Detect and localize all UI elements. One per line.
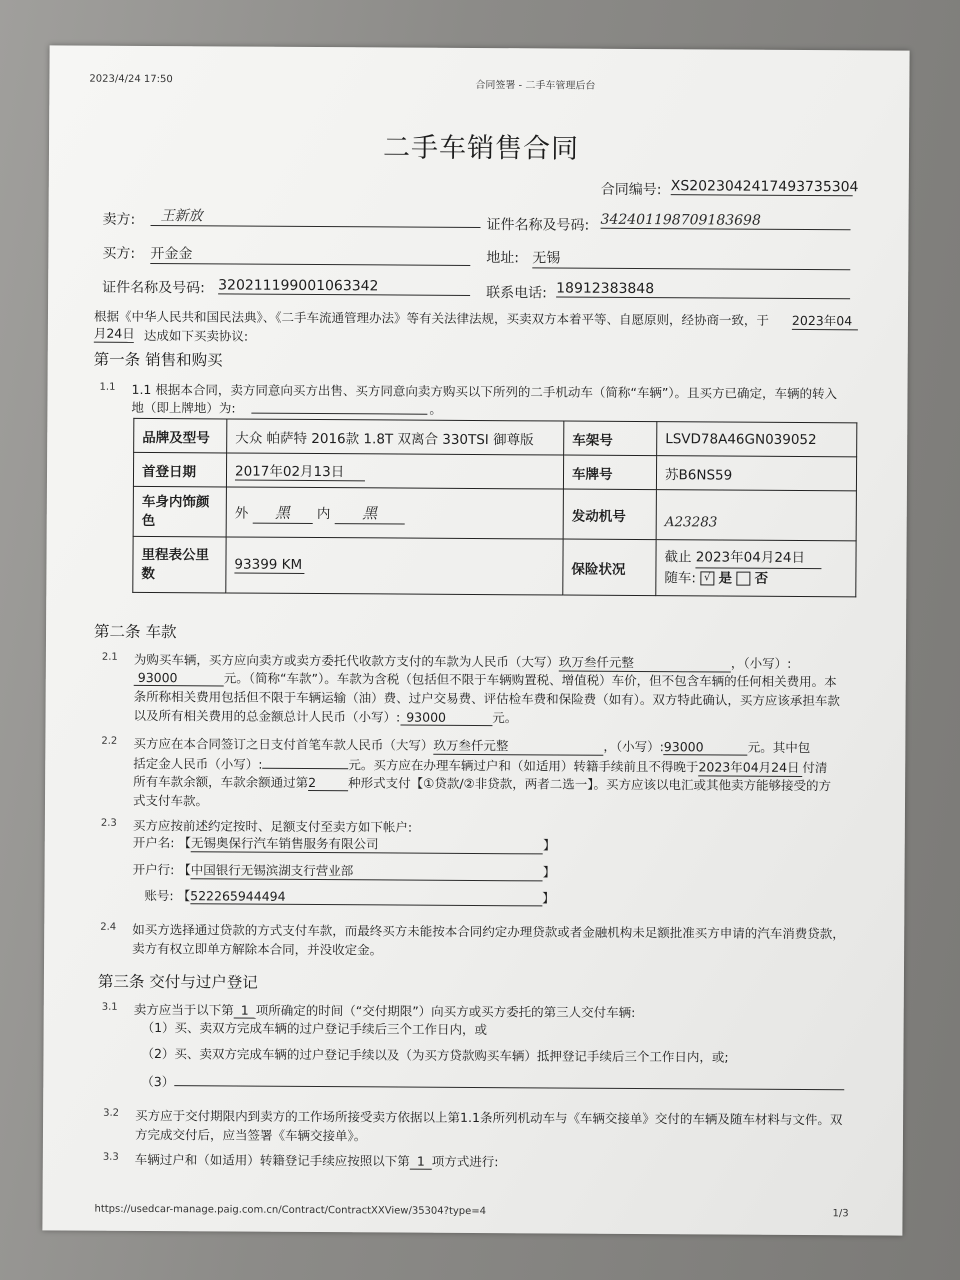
plate-label: 车牌号 xyxy=(563,455,656,490)
ins-until-value: 2023年04月24日 xyxy=(696,547,822,569)
footer-page: 1/3 xyxy=(832,1208,849,1220)
bracket-left-2: 【 xyxy=(178,862,191,878)
ins-no-checkbox xyxy=(736,572,750,586)
vehicle-table xyxy=(132,418,857,597)
p24-num: 2.4 xyxy=(100,921,117,933)
plate-value: 苏B6NS59 xyxy=(656,456,856,491)
preamble-date-b: 月24日 xyxy=(93,325,135,341)
p22-amount-cn: 玖万叁仟元整 xyxy=(433,736,603,756)
p31-option-3-blank xyxy=(174,1071,844,1090)
art1-text-1: 1.1 根据本合同，卖方同意向买方出售、买方同意向卖方购买以下所列的二手机动车（简称“车辆”）。且买方已确定，车辆的转入 xyxy=(131,381,838,402)
phone-label: 联系电话: xyxy=(486,285,547,302)
account-name-value: 无锡奥保行汽车销售服务有限公司 xyxy=(191,833,543,854)
print-page-title: 合同签署 - 二手车管理后台 xyxy=(475,79,596,92)
color-inner-label: 内 xyxy=(316,505,331,522)
p21-text-1b: ，（小写）: xyxy=(730,655,792,671)
p24-line-1: 如买方选择通过贷款的方式支付车款，而最终买方未能按本合同约定办理贷款或者金融机构未足额批准买方申请的汽车消费贷款， xyxy=(132,921,845,942)
art2-title: 第二条 车款 xyxy=(93,622,177,642)
p22-text-3a: 所有车款余额，车款余额通过第 xyxy=(133,773,309,790)
p24-line-2: 卖方有权立即单方解除本合同，并没收定金。 xyxy=(132,940,383,958)
color-outer-value: 黑 xyxy=(253,501,313,523)
address-label: 地址: xyxy=(486,250,520,267)
art1-text-2: 地（即上牌地）为: xyxy=(131,399,236,416)
ins-no-label: 否 xyxy=(754,570,769,587)
p31-option-3-label: （3） xyxy=(141,1073,175,1090)
address-value: 无锡 xyxy=(532,247,850,270)
p21-text-4b: 元。 xyxy=(492,710,518,726)
p21-amount-cn: 玖万叁仟元整 xyxy=(559,653,731,673)
ins-yes-checkbox: √ xyxy=(700,571,714,585)
art1-destination-blank xyxy=(251,399,427,415)
p32-num: 3.2 xyxy=(103,1107,120,1119)
mileage-value: 93399 KM xyxy=(234,557,304,574)
regdate-cell xyxy=(226,453,563,489)
account-no-label: 账号: xyxy=(144,887,174,904)
doc-title: 二手车销售合同 xyxy=(382,132,580,165)
p31-text-1a: 卖方应当于以下第 xyxy=(133,1001,234,1018)
p22-text-1c: 元。其中包 xyxy=(747,739,811,756)
p33-text-1b: 项方式进行: xyxy=(431,1153,499,1170)
p31-option-3 xyxy=(141,1071,844,1094)
p31-option-2: （2）买、卖双方完成车辆的过户登记手续以及（为买方贷款购买车辆）抵押登记手续后三个工作日内，或; xyxy=(141,1045,729,1065)
regdate-value: 2017年02月13日 xyxy=(235,460,365,482)
seller-value: 王新放 xyxy=(151,205,481,228)
p22-text-2c: 付清 xyxy=(802,759,828,776)
preamble-text: 根据《中华人民共和国民法典》、《二手车流通管理办法》等有关法律法规，买卖双方本着平等、自愿原则，经协商一致，于 xyxy=(93,308,770,328)
p22-line-3 xyxy=(133,772,831,794)
insurance-cell xyxy=(656,540,856,597)
art1-num: 1.1 xyxy=(99,381,116,393)
contract-paper xyxy=(42,45,909,1235)
contract-no-label: 合同编号: xyxy=(600,181,662,199)
p22-text-2b: 元。买方应在办理车辆过户和（如适用）转籍手续前且不得晚于 xyxy=(348,757,699,775)
seller-id-label: 证件名称及号码: xyxy=(486,217,590,234)
p33-line-1 xyxy=(135,1150,499,1170)
p32-line-1: 买方应于交付期限内到卖方的工作场所接受卖方依据以上第1.1条所列机动车与《车辆交接单》交付的车辆及随车材料与文件。双 xyxy=(135,1107,843,1128)
p21-amount: 93000 xyxy=(134,670,224,687)
seller-id-value: 342401198709183698 xyxy=(601,212,851,231)
p33-text-1a: 车辆过户和（如适用）转籍登记手续应按照以下第 xyxy=(134,1151,410,1169)
contract-no-value: XS2023042417493735304 xyxy=(670,178,859,196)
p21-line-4 xyxy=(133,706,517,726)
p22-num: 2.2 xyxy=(101,735,118,747)
bracket-left-1: 【 xyxy=(178,835,192,851)
model-label: 品牌及型号 xyxy=(134,418,227,453)
p31-option-1: （1）买、卖双方完成车辆的过户登记手续后三个工作日内，或 xyxy=(141,1019,488,1038)
p31-text-1b: 项所确定的时间（“交付期限”）向买方或买方委托的第三人交付车辆: xyxy=(255,1002,636,1020)
art1-text-2-end: 。 xyxy=(429,401,442,417)
buyer-id-value: 320211199001063342 xyxy=(218,277,470,296)
seller-label: 卖方: xyxy=(102,211,136,228)
ins-yes-label: 是 xyxy=(718,570,733,587)
p22-amount: 93000 xyxy=(664,739,748,756)
engine-label: 发动机号 xyxy=(563,489,656,540)
p22-method: 2 xyxy=(308,775,348,791)
p31-num: 3.1 xyxy=(101,1001,118,1013)
p32-line-2: 方完成交付后，应当签署《车辆交接单》。 xyxy=(134,1126,367,1144)
art3-title: 第三条 交付与过户登记 xyxy=(97,972,258,992)
color-inner-value: 黑 xyxy=(335,502,405,524)
bank-row xyxy=(133,860,556,882)
buyer-id-label: 证件名称及号码: xyxy=(102,279,205,297)
mileage-label: 里程表公里数 xyxy=(133,536,226,593)
phone-value: 18912383848 xyxy=(556,280,850,299)
p22-line-4: 式支付车款。 xyxy=(132,792,209,809)
account-name-label: 开户名: xyxy=(132,834,175,851)
preamble-text-2: 达成如下买卖协议: xyxy=(143,327,249,344)
mileage-cell xyxy=(226,537,563,595)
bank-value: 中国银行无锡滨湖支行营业部 xyxy=(191,860,543,881)
p22-text-1b: ，（小写）: xyxy=(603,738,664,755)
bracket-right-1: 】 xyxy=(542,837,556,853)
p22-text-1a: 买方应在本合同签订之日支付首笔车款人民币（大写） xyxy=(133,735,434,753)
p21-text-4a: 以及所有相关费用的总金额总计人民币（小写）: xyxy=(133,707,401,725)
p21-line-3: 条所称相关费用包括但不限于车辆运输（油）费、过户交易费、评估检车费和保险费（如有）。双方特此确认，买方应该承担车款 xyxy=(133,688,840,709)
ins-with-label: 随车: xyxy=(664,570,696,587)
buyer-value: 开金金 xyxy=(150,243,470,266)
p21-text-1a: 为购买车辆，买方应向卖方或卖方委托代收款方支付的车款为人民币（大写） xyxy=(133,651,559,670)
print-datetime: 2023/4/24 17:50 xyxy=(89,73,173,86)
footer-url: https://usedcar-manage.paig.com.cn/Contract/ContractXXView/35304?type=4 xyxy=(94,1203,487,1218)
bank-label: 开户行: xyxy=(132,861,175,878)
preamble-date-a: 2023年04 xyxy=(792,311,858,330)
p21-total: 93000 xyxy=(400,710,492,727)
engine-value: A23283 xyxy=(656,490,856,541)
p22-text-3b: 种形式支付【①贷款/②非贷款，两者二选一】。买方应该以电汇或其他卖方能够接受的方 xyxy=(348,775,832,794)
vin-label: 车架号 xyxy=(564,421,657,456)
bracket-left-3: 【 xyxy=(177,888,191,904)
p22-date: 2023年04月24日 xyxy=(698,757,802,777)
account-name-row xyxy=(133,833,556,855)
account-no-value: 522265944494 xyxy=(190,888,542,906)
p33-num: 3.3 xyxy=(102,1151,119,1163)
model-value: 大众 帕萨特 2016款 1.8T 双离合 330TSI 御尊版 xyxy=(227,419,564,455)
color-cell xyxy=(226,487,563,539)
color-outer-label: 外 xyxy=(234,505,249,522)
p21-num: 2.1 xyxy=(101,651,118,663)
p31-choice: 1 xyxy=(234,1003,256,1019)
bracket-right-3: 】 xyxy=(542,890,555,906)
p23-num: 2.3 xyxy=(100,817,117,829)
p22-text-2a: 括定金人民币（小写）: xyxy=(133,755,263,772)
art1-title: 第一条 销售和购买 xyxy=(93,350,223,370)
p21-text-2: 元。（简称“车款”）。车款为含税（包括但不限于车辆购置税、增值税）车价，但不包含车辆的任何相关费用。本 xyxy=(223,670,837,690)
bracket-right-2: 】 xyxy=(542,864,556,880)
ins-until-label: 截止 xyxy=(664,549,692,566)
regdate-label: 首登日期 xyxy=(133,452,226,487)
account-no-row xyxy=(144,886,554,907)
p23-line-1: 买方应按前述约定按时、足额支付至卖方如下帐户: xyxy=(132,817,413,835)
insurance-label: 保险状况 xyxy=(563,539,656,596)
vin-value: LSVD78A46GN039052 xyxy=(657,422,857,457)
buyer-label: 买方: xyxy=(102,245,136,262)
p22-deposit-blank xyxy=(262,754,348,770)
p33-choice: 1 xyxy=(410,1154,432,1170)
color-label: 车身内饰颜色 xyxy=(133,486,226,537)
